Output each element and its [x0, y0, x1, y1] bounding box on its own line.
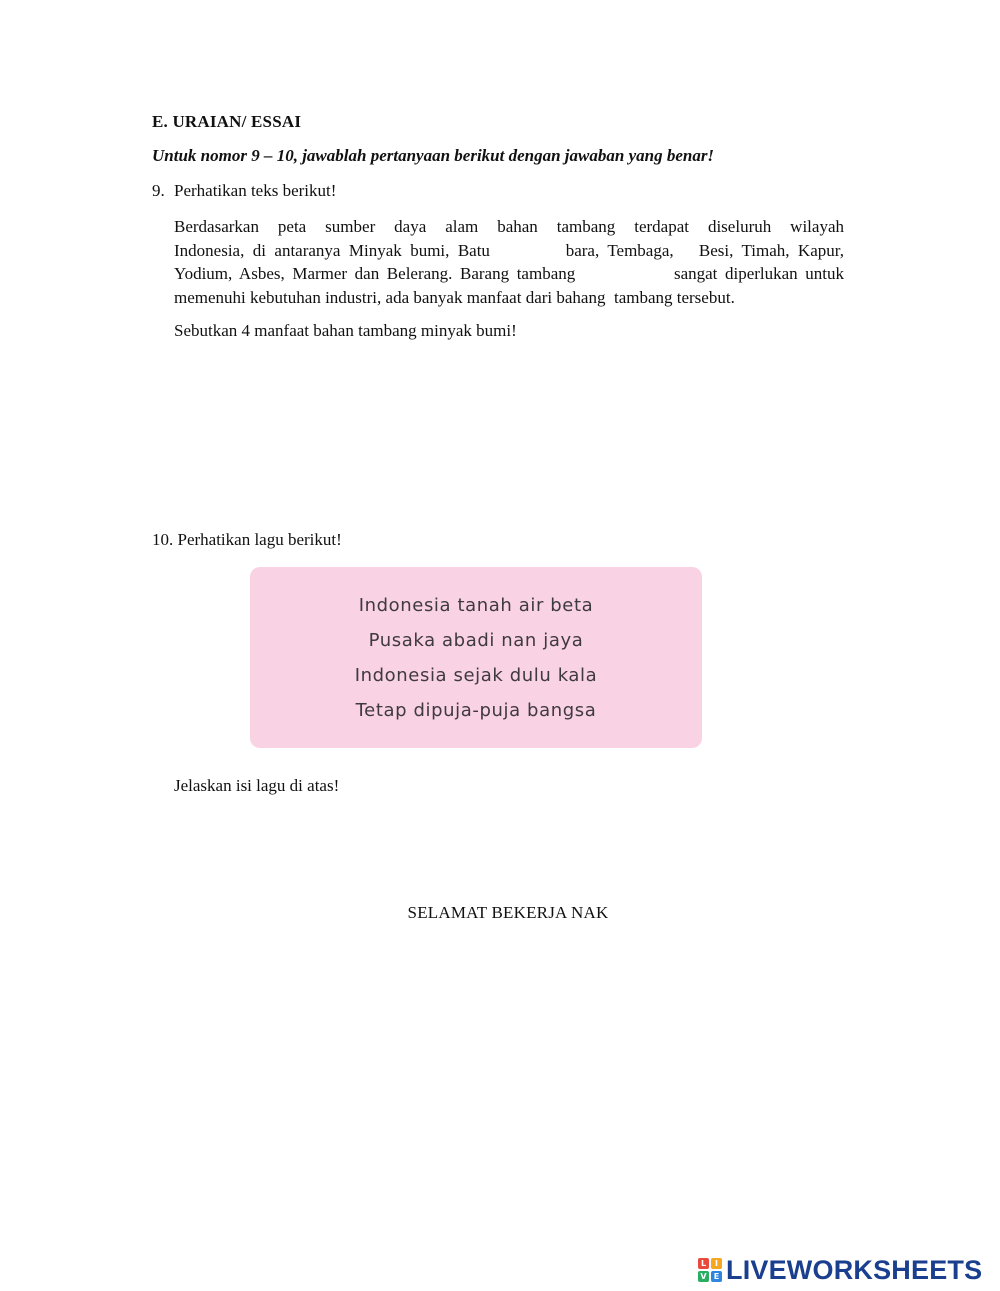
- liveworksheets-brand: [698, 1253, 982, 1287]
- brand-wordmark: LIVEWORKSHEETS: [726, 1254, 983, 1285]
- song-line: Pusaka abadi nan jaya: [368, 630, 584, 651]
- logo-tile: V: [698, 1271, 709, 1282]
- question-9-ask: Sebutkan 4 manfaat bahan tambang minyak bumi!: [174, 321, 517, 340]
- passage-line: Berdasarkan peta sumber daya alam bahan tambang terdapat diseluruh wilayah: [174, 217, 844, 236]
- passage-line: Indonesia, di antaranya Minyak bumi, Batu bara, Tembaga, Besi, Timah, Kapur,: [174, 240, 844, 260]
- closing-message: SELAMAT BEKERJA NAK: [407, 903, 609, 922]
- song-line: Tetap dipuja-puja bangsa: [355, 700, 597, 721]
- logo-tile: E: [711, 1271, 722, 1282]
- question-9-prompt-text: Perhatikan teks berikut!: [174, 181, 337, 200]
- logo-tile: I: [711, 1258, 722, 1269]
- question-10-ask: Jelaskan isi lagu di atas!: [174, 776, 340, 795]
- question-9-passage: [174, 215, 844, 309]
- song-line: Indonesia tanah air beta: [358, 595, 594, 616]
- question-10-prompt: 10. Perhatikan lagu berikut!: [152, 530, 342, 549]
- passage-line: memenuhi kebutuhan industri, ada banyak manfaat dari bahang tambang tersebut.: [174, 287, 735, 307]
- passage-line: Yodium, Asbes, Marmer dan Belerang. Barang tambang sangat diperlukan untuk: [174, 264, 844, 283]
- question-9-prompt: [152, 181, 336, 201]
- logo-tile: L: [698, 1258, 709, 1269]
- section-instruction: Untuk nomor 9 – 10, jawablah pertanyaan berikut dengan jawaban yang benar!: [152, 146, 715, 165]
- liveworksheets-logo-icon: [698, 1258, 722, 1282]
- question-9-number: 9.: [152, 181, 165, 200]
- song-lyrics-box: [250, 567, 702, 748]
- song-line: Indonesia sejak dulu kala: [354, 665, 598, 686]
- section-heading: E. URAIAN/ ESSAI: [152, 112, 302, 131]
